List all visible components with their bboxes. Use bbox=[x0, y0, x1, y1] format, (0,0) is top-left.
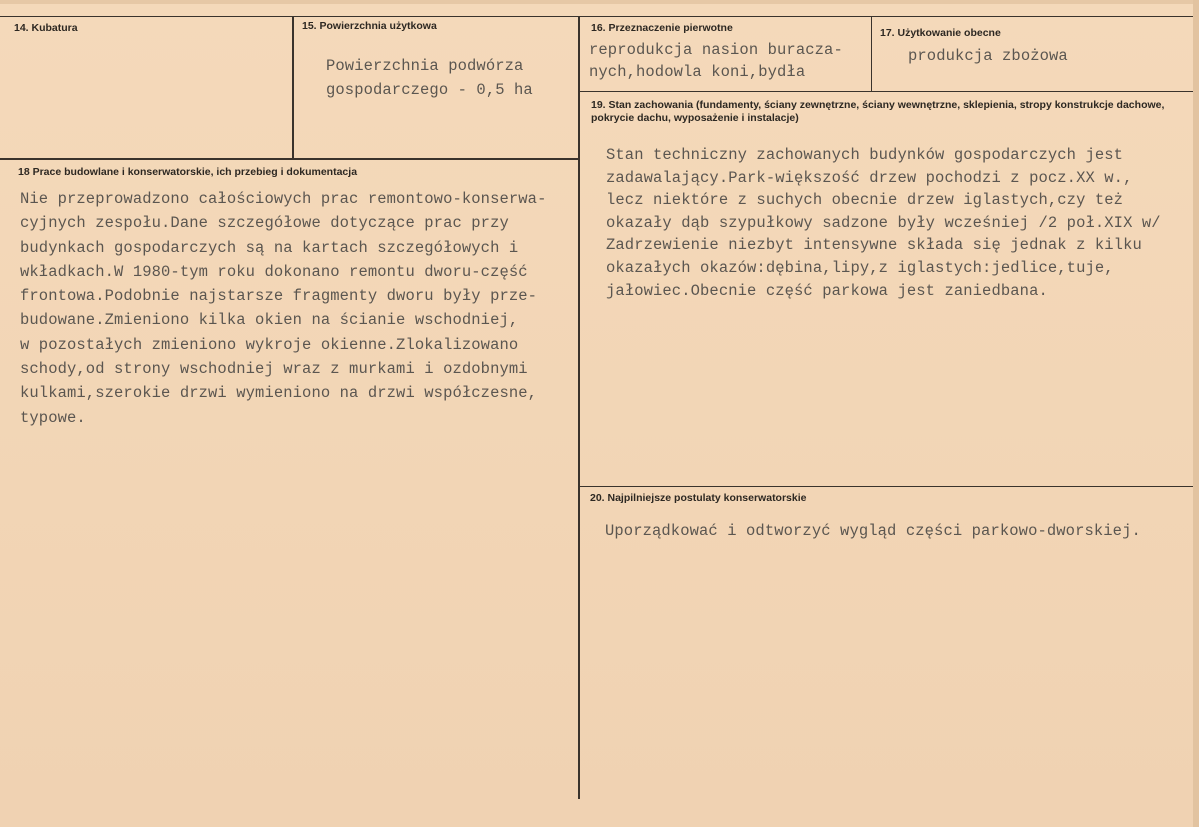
card-top-edge bbox=[0, 0, 1199, 4]
text-line: budynkach gospodarczych są na kartach szczegółowych i bbox=[20, 238, 519, 257]
text-line: w pozostałych zmieniono wykroje okienne.Zlokalizowano bbox=[20, 335, 519, 354]
text-line: kulkami,szerokie drzwi wymieniono na drzwi współczesne, bbox=[20, 384, 538, 403]
divider-14-15 bbox=[292, 16, 294, 158]
text-line: budowane.Zmieniono kilka okien na ścianie wschodniej, bbox=[20, 311, 519, 330]
text-line: Powierzchnia podwórza bbox=[326, 57, 524, 75]
center-vertical-divider bbox=[578, 16, 580, 799]
divider-15-18 bbox=[0, 158, 580, 160]
top-border-line bbox=[0, 16, 1193, 17]
text-line: Uporządkować i odtworzyć wygląd części parkowo-dworskiej. bbox=[605, 522, 1141, 540]
text-line: typowe. bbox=[20, 408, 86, 427]
text-line: jałowiec.Obecnie część parkowa jest zaniedbana. bbox=[606, 281, 1048, 300]
field-19-label: 19. Stan zachowania (fundamenty, ściany zewnętrzne, ściany wewnętrzne, sklepienia, stropy konstrukcje dachowe, pokrycie dachu, wyposażenie i instalacje) bbox=[591, 99, 1165, 124]
field-20-label: 20. Najpilniejsze postulaty konserwatorskie bbox=[590, 492, 807, 504]
field-20-value bbox=[605, 519, 1141, 543]
divider-16-17 bbox=[871, 16, 872, 92]
text-line: zadawalający.Park-większość drzew pochodzi z pocz.XX w., bbox=[606, 168, 1133, 187]
text-line: schody,od strony wschodniej wraz z murkami i ozdobnymi bbox=[20, 360, 528, 379]
text-line: produkcja zbożowa bbox=[908, 47, 1068, 65]
field-15-value bbox=[326, 54, 533, 103]
field-14-label: 14. Kubatura bbox=[14, 22, 78, 34]
text-line: gospodarczego - 0,5 ha bbox=[326, 81, 533, 100]
field-17-label: 17. Użytkowanie obecne bbox=[880, 27, 1001, 39]
field-19-value bbox=[606, 144, 1161, 302]
field-18-value bbox=[20, 187, 546, 430]
field-18-label: 18 Prace budowlane i konserwatorskie, ich przebieg i dokumentacja bbox=[18, 166, 358, 178]
text-line: okazały dąb szypułkowy sadzone były wcześniej /2 poł.XIX w/ bbox=[606, 213, 1161, 232]
field-16-label: 16. Przeznaczenie pierwotne bbox=[591, 22, 733, 34]
field-15-label: 15. Powierzchnia użytkowa bbox=[302, 20, 437, 32]
card-right-edge bbox=[1193, 0, 1199, 827]
text-line: Zadrzewienie niezbyt intensywne składa się jednak z kilku bbox=[606, 236, 1142, 255]
text-line: cyjnych zespołu.Dane szczegółowe dotyczące prac przy bbox=[20, 214, 509, 233]
text-line: wkładkach.W 1980-tym roku dokonano remontu dworu-część bbox=[20, 262, 528, 281]
text-line: frontowa.Podobnie najstarsze fragmenty dworu były prze- bbox=[20, 287, 538, 306]
field-17-value bbox=[908, 44, 1068, 68]
text-line: reprodukcja nasion buracza- bbox=[589, 41, 843, 59]
field-16-value bbox=[589, 39, 843, 83]
text-line: okazałych okazów:dębina,lipy,z iglastych:jedlice,tuje, bbox=[606, 258, 1114, 277]
text-line: nych,hodowla koni,bydła bbox=[589, 63, 806, 81]
text-line: Stan techniczny zachowanych budynków gospodarczych jest bbox=[606, 146, 1124, 164]
divider-19-20 bbox=[580, 486, 1193, 487]
divider-16-19 bbox=[580, 91, 1193, 92]
text-line: lecz niektóre z suchych obecnie drzew iglastych,czy też bbox=[606, 191, 1124, 210]
text-line: Nie przeprowadzono całościowych prac remontowo-konserwa- bbox=[20, 190, 547, 208]
